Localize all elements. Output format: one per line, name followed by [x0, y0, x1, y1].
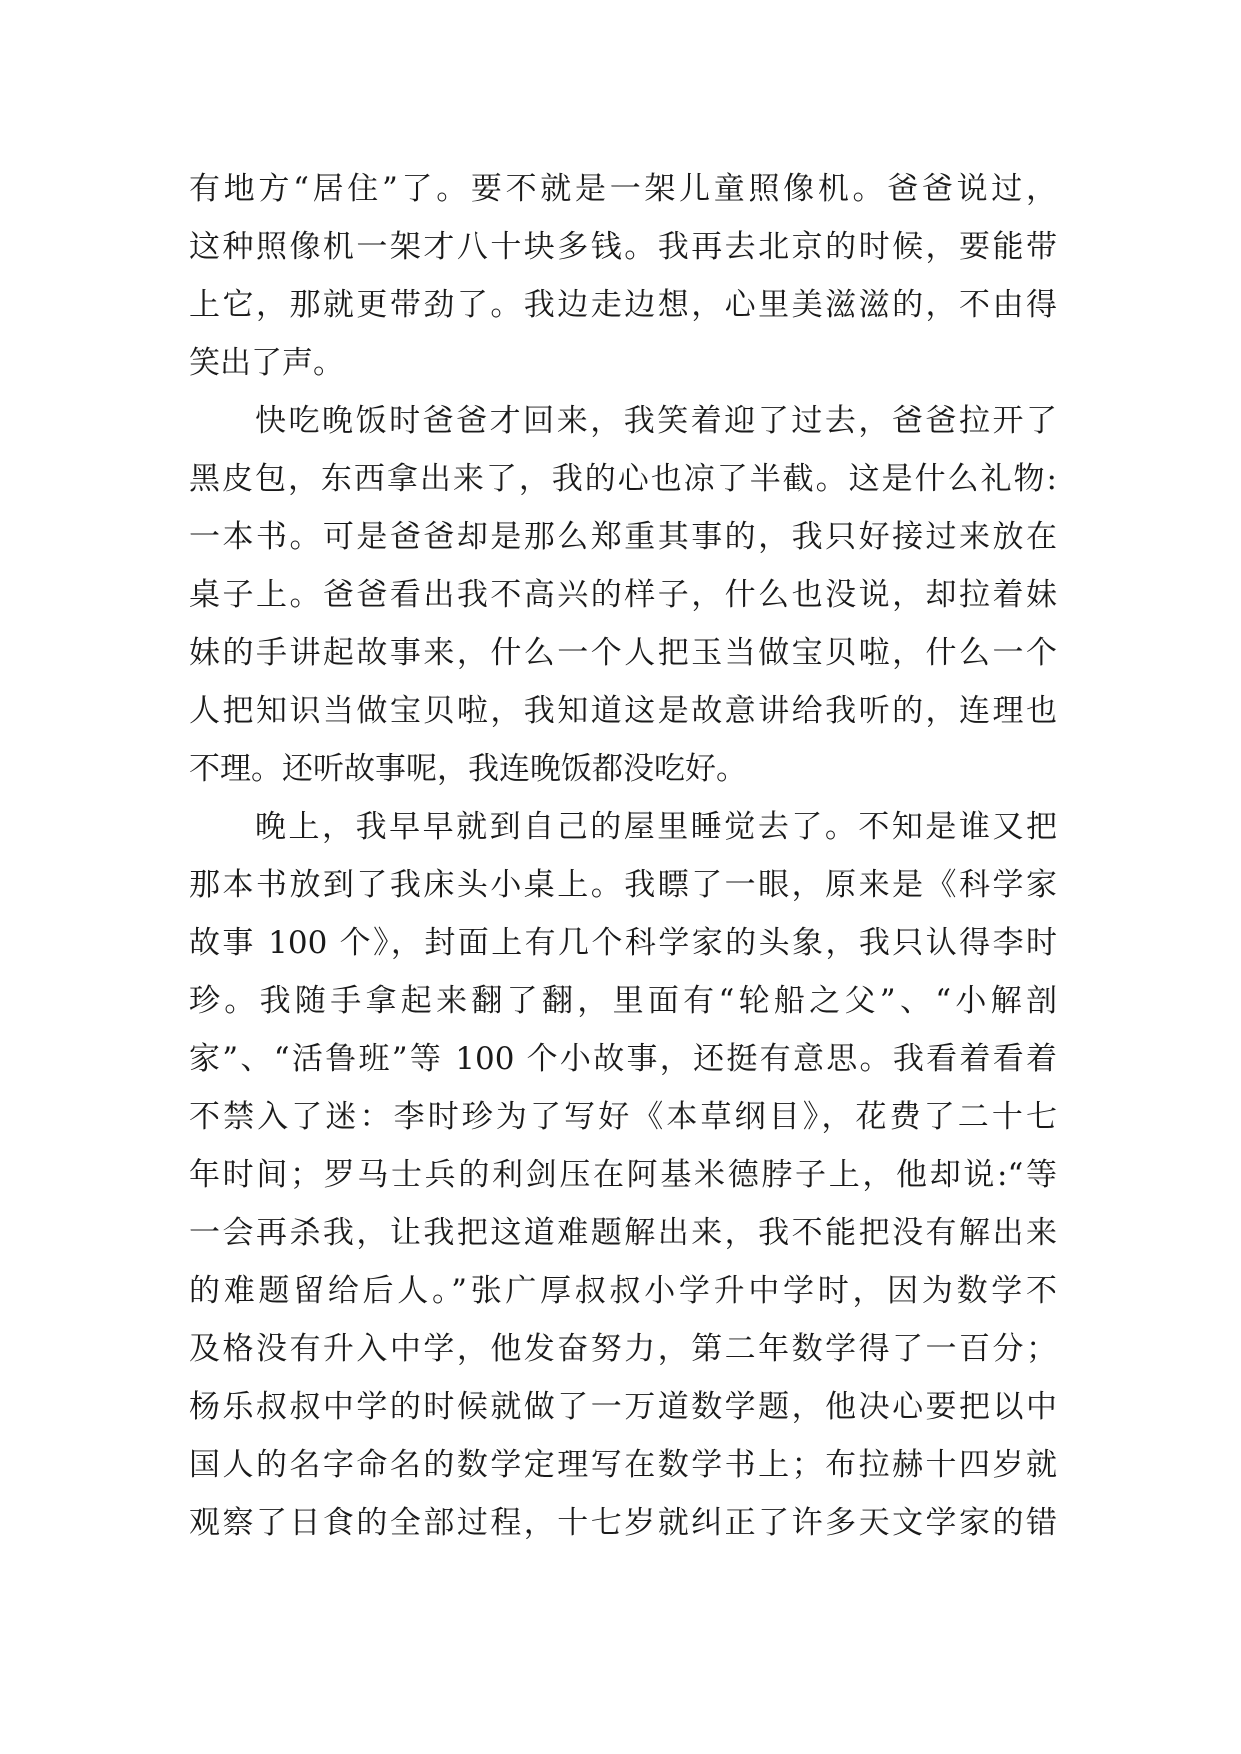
text-line: 上它，那就更带劲了。我边走边想，心里美滋滋的，不由得	[189, 287, 1057, 323]
text-line: 黑皮包，东西拿出来了，我的心也凉了半截。这是什么礼物:	[189, 461, 1057, 497]
text-line: 一会再杀我，让我把这道难题解出来，我不能把没有解出来	[189, 1215, 1057, 1251]
text-line: 那本书放到了我床头小桌上。我瞟了一眼，原来是《科学家	[189, 867, 1057, 903]
text-line: 不理。还听故事呢，我连晚饭都没吃好。	[189, 751, 747, 787]
text-line: 及格没有升入中学，他发奋努力，第二年数学得了一百分；	[189, 1331, 1057, 1367]
text-body	[189, 160, 1057, 1552]
text-line: 快吃晚饭时爸爸才回来，我笑着迎了过去，爸爸拉开了	[255, 403, 1057, 439]
text-line: 一本书。可是爸爸却是那么郑重其事的，我只好接过来放在	[189, 519, 1057, 555]
text-line: 国人的名字命名的数学定理写在数学书上；布拉赫十四岁就	[189, 1447, 1057, 1483]
text-line: 故事 100 个》，封面上有几个科学家的头象，我只认得李时	[189, 925, 1057, 961]
text-line: 家”、“活鲁班”等 100 个小故事，还挺有意思。我看着看着	[189, 1041, 1057, 1077]
text-line: 杨乐叔叔中学的时候就做了一万道数学题，他决心要把以中	[189, 1389, 1057, 1425]
text-line: 桌子上。爸爸看出我不高兴的样子，什么也没说，却拉着妹	[189, 577, 1057, 613]
text-line: 的难题留给后人。”张广厚叔叔小学升中学时，因为数学不	[189, 1273, 1057, 1309]
text-line: 妹的手讲起故事来，什么一个人把玉当做宝贝啦，什么一个	[189, 635, 1057, 671]
text-line: 不禁入了迷：李时珍为了写好《本草纲目》，花费了二十七	[189, 1099, 1057, 1135]
text-line: 人把知识当做宝贝啦，我知道这是故意讲给我听的，连理也	[189, 693, 1057, 729]
text-line: 观察了日食的全部过程，十七岁就纠正了许多天文学家的错	[189, 1505, 1057, 1541]
text-line: 珍。我随手拿起来翻了翻，里面有“轮船之父”、“小解剖	[189, 983, 1057, 1019]
text-line: 有地方“居住”了。要不就是一架儿童照像机。爸爸说过，	[189, 171, 1057, 207]
text-line: 年时间；罗马士兵的利剑压在阿基米德脖子上，他却说:“等	[189, 1157, 1057, 1193]
text-line: 这种照像机一架才八十块多钱。我再去北京的时候，要能带	[189, 229, 1057, 265]
text-line: 笑出了声。	[189, 345, 344, 381]
text-line: 晚上，我早早就到自己的屋里睡觉去了。不知是谁又把	[255, 809, 1057, 845]
